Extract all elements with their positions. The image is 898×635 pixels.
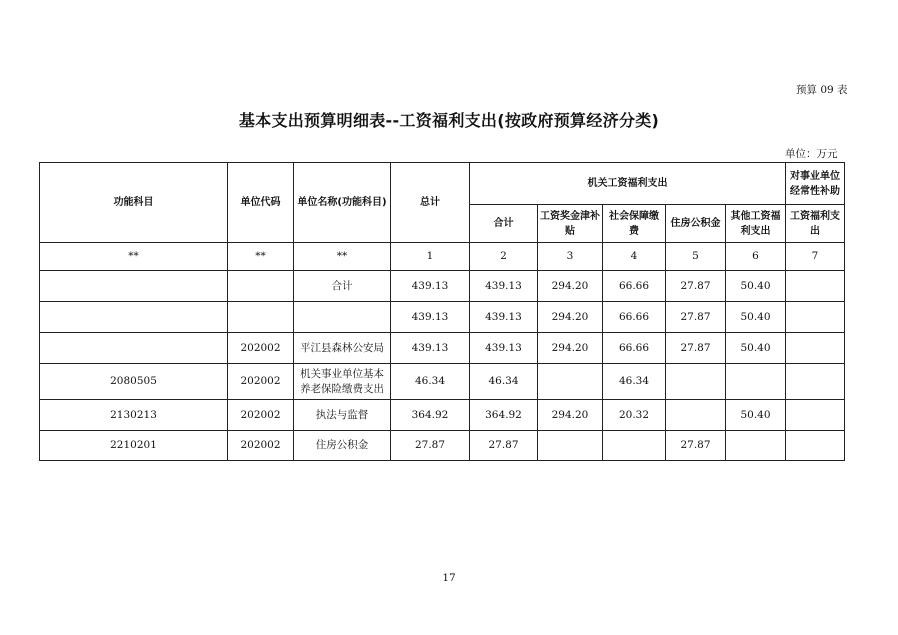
housing-fund-cell: 27.87 [666, 333, 726, 364]
form-number: 预算 09 表 [796, 84, 848, 96]
func-subject-cell: 2080505 [40, 364, 228, 400]
table-row [40, 333, 845, 364]
index-cell: ** [228, 243, 294, 271]
housing-fund-cell [666, 364, 726, 400]
unit-code-cell: 202002 [228, 333, 294, 364]
salary-cell [538, 431, 603, 461]
func-subject-cell [40, 302, 228, 333]
total-cell: 439.13 [391, 333, 470, 364]
total-cell: 439.13 [391, 271, 470, 302]
social-security-cell [603, 431, 666, 461]
unit-name-cell: 合计 [294, 271, 391, 302]
total-cell: 364.92 [391, 400, 470, 431]
unit-name-cell [294, 302, 391, 333]
header-subtotal: 合计 [470, 205, 538, 243]
public-welfare-cell [786, 302, 845, 333]
header-public-welfare: 工资福利支出 [786, 205, 845, 243]
other-welfare-cell: 50.40 [726, 302, 786, 333]
header-housing-fund: 住房公积金 [666, 205, 726, 243]
header-func-subject: 功能科目 [40, 163, 228, 243]
subtotal-cell: 364.92 [470, 400, 538, 431]
header-other-welfare: 其他工资福利支出 [726, 205, 786, 243]
func-subject-cell: 2130213 [40, 400, 228, 431]
social-security-cell: 46.34 [603, 364, 666, 400]
unit-name-cell: 住房公积金 [294, 431, 391, 461]
header-group-public: 对事业单位经常性补助 [786, 163, 845, 205]
public-welfare-cell [786, 431, 845, 461]
other-welfare-cell: 50.40 [726, 333, 786, 364]
header-social-security: 社会保障缴费 [603, 205, 666, 243]
unit-name-cell: 平江县森林公安局 [294, 333, 391, 364]
index-cell: 5 [666, 243, 726, 271]
social-security-cell: 66.66 [603, 333, 666, 364]
social-security-cell: 66.66 [603, 271, 666, 302]
table-row [40, 364, 845, 400]
salary-cell: 294.20 [538, 400, 603, 431]
subtotal-cell: 27.87 [470, 431, 538, 461]
index-cell: ** [40, 243, 228, 271]
unit-code-cell [228, 271, 294, 302]
table-row [40, 271, 845, 302]
total-cell: 27.87 [391, 431, 470, 461]
total-cell: 46.34 [391, 364, 470, 400]
header-group-org: 机关工资福利支出 [470, 163, 786, 205]
other-welfare-cell: 50.40 [726, 400, 786, 431]
page-title: 基本支出预算明细表--工资福利支出(按政府预算经济分类) [238, 111, 660, 130]
unit-code-cell: 202002 [228, 400, 294, 431]
header-salary-bonus: 工资奖金津补贴 [538, 205, 603, 243]
total-cell: 439.13 [391, 302, 470, 333]
other-welfare-cell: 50.40 [726, 271, 786, 302]
func-subject-cell [40, 271, 228, 302]
unit-code-cell: 202002 [228, 364, 294, 400]
func-subject-cell [40, 333, 228, 364]
budget-table [39, 162, 845, 461]
salary-cell: 294.20 [538, 333, 603, 364]
unit-code-cell [228, 302, 294, 333]
subtotal-cell: 439.13 [470, 271, 538, 302]
unit-label: 单位：万元 [785, 148, 838, 160]
index-cell: 1 [391, 243, 470, 271]
salary-cell: 294.20 [538, 302, 603, 333]
social-security-cell: 20.32 [603, 400, 666, 431]
unit-name-cell: 机关事业单位基本养老保险缴费支出 [294, 364, 391, 400]
salary-cell [538, 364, 603, 400]
subtotal-cell: 439.13 [470, 333, 538, 364]
header-total: 总计 [391, 163, 470, 243]
table-row [40, 302, 845, 333]
housing-fund-cell: 27.87 [666, 302, 726, 333]
salary-cell: 294.20 [538, 271, 603, 302]
table-row [40, 400, 845, 431]
public-welfare-cell [786, 400, 845, 431]
index-cell: 3 [538, 243, 603, 271]
header-unit-name: 单位名称(功能科目) [294, 163, 391, 243]
func-subject-cell: 2210201 [40, 431, 228, 461]
social-security-cell: 66.66 [603, 302, 666, 333]
other-welfare-cell [726, 364, 786, 400]
header-unit-code: 单位代码 [228, 163, 294, 243]
index-row [40, 243, 845, 271]
index-cell: 4 [603, 243, 666, 271]
other-welfare-cell [726, 431, 786, 461]
housing-fund-cell [666, 400, 726, 431]
index-cell: ** [294, 243, 391, 271]
housing-fund-cell: 27.87 [666, 431, 726, 461]
housing-fund-cell: 27.87 [666, 271, 726, 302]
page-number: 17 [442, 572, 456, 584]
public-welfare-cell [786, 364, 845, 400]
subtotal-cell: 46.34 [470, 364, 538, 400]
subtotal-cell: 439.13 [470, 302, 538, 333]
public-welfare-cell [786, 333, 845, 364]
table-row [40, 431, 845, 461]
index-cell: 6 [726, 243, 786, 271]
index-cell: 2 [470, 243, 538, 271]
unit-name-cell: 执法与监督 [294, 400, 391, 431]
index-cell: 7 [786, 243, 845, 271]
public-welfare-cell [786, 271, 845, 302]
unit-code-cell: 202002 [228, 431, 294, 461]
